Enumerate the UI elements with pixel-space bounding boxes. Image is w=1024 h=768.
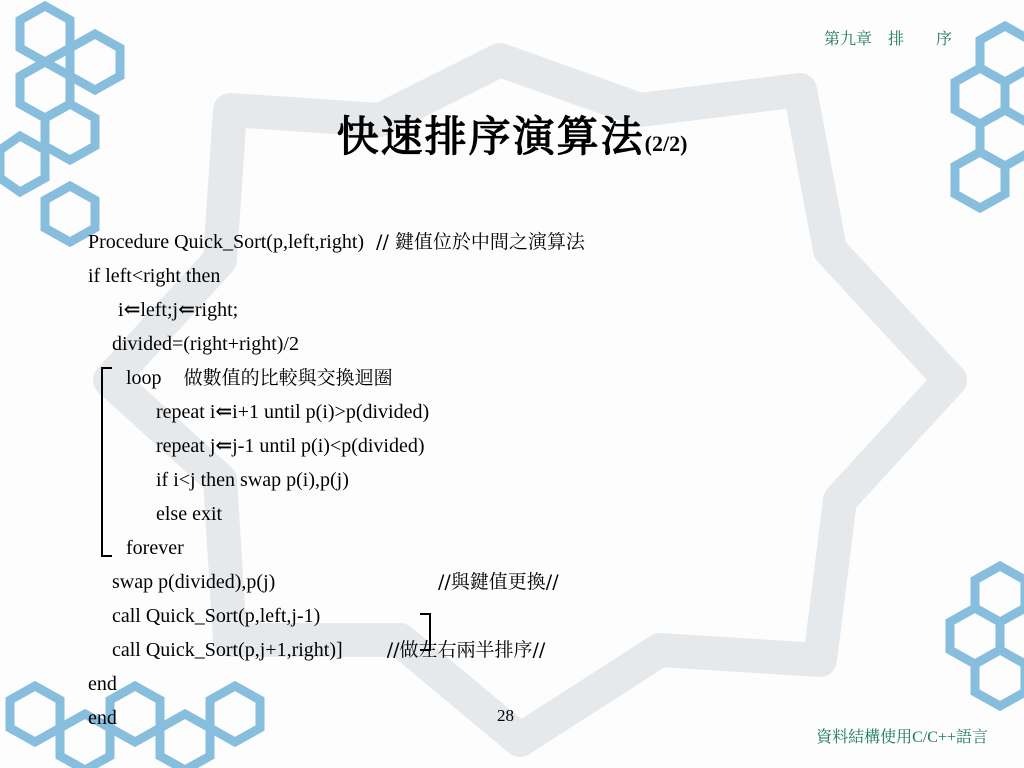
loop-keyword: loop [126,367,162,389]
code-line-else-exit: else exit [156,503,223,525]
repeat-i-tail: i+1 until p(i)>p(divided) [232,401,430,423]
loop-comment: 做數值的比較與交換迴圈 [183,367,393,389]
slide-title [0,104,1024,164]
init-left: left;j [140,299,179,321]
init-i: i [118,299,124,321]
procedure-text: Procedure Quick_Sort(p,left,right) [88,231,365,253]
chapter-header: 第九章 排 序 [823,31,952,48]
code-line-swap [88,565,585,599]
title-suffix: (2/2) [644,131,688,156]
recursion-bracket [418,612,434,652]
pseudocode-block [88,225,585,735]
code-line-forever: forever [126,537,184,559]
code-line-init [88,293,585,327]
code-line-if: if left<right then [88,265,221,287]
left-arrow-icon: ⇐ [123,299,141,321]
repeat-j-tail: j-1 until p(i)<p(divided) [232,435,425,457]
code-line-repeat-j [88,429,585,463]
procedure-comment: // 鍵值位於中間之演算法 [376,231,585,253]
title-main: 快速排序演算法 [336,115,645,161]
swap-comment: //與鍵值更換// [438,571,559,593]
swap-text: swap p(divided),p(j) [112,571,276,593]
call-comment: //做左右兩半排序// [386,639,546,661]
left-arrow-icon: ⇐ [215,401,233,423]
code-line-loop [88,361,585,395]
repeat-i-head: repeat i [156,401,216,423]
left-arrow-icon: ⇐ [215,435,233,457]
loop-bracket [98,366,114,558]
call-right-text: call Quick_Sort(p,j+1,right)] [112,639,343,661]
repeat-j-head: repeat j [156,435,216,457]
init-right: right; [194,299,239,321]
code-line-end-2: end [88,707,117,729]
code-line-call-left: call Quick_Sort(p,left,j-1) [112,605,321,627]
code-line-procedure [88,225,585,259]
footer-book-title: 資料結構使用C/C++語言 [816,729,988,746]
code-line-divided: divided=(right+right)/2 [112,333,299,355]
page-number: 28 [497,706,514,725]
code-line-call-right [88,633,585,667]
left-arrow-icon: ⇐ [178,299,195,321]
code-line-repeat-i [88,395,585,429]
code-line-if-swap: if i<j then swap p(i),p(j) [156,469,349,491]
code-line-end-1: end [88,673,117,695]
